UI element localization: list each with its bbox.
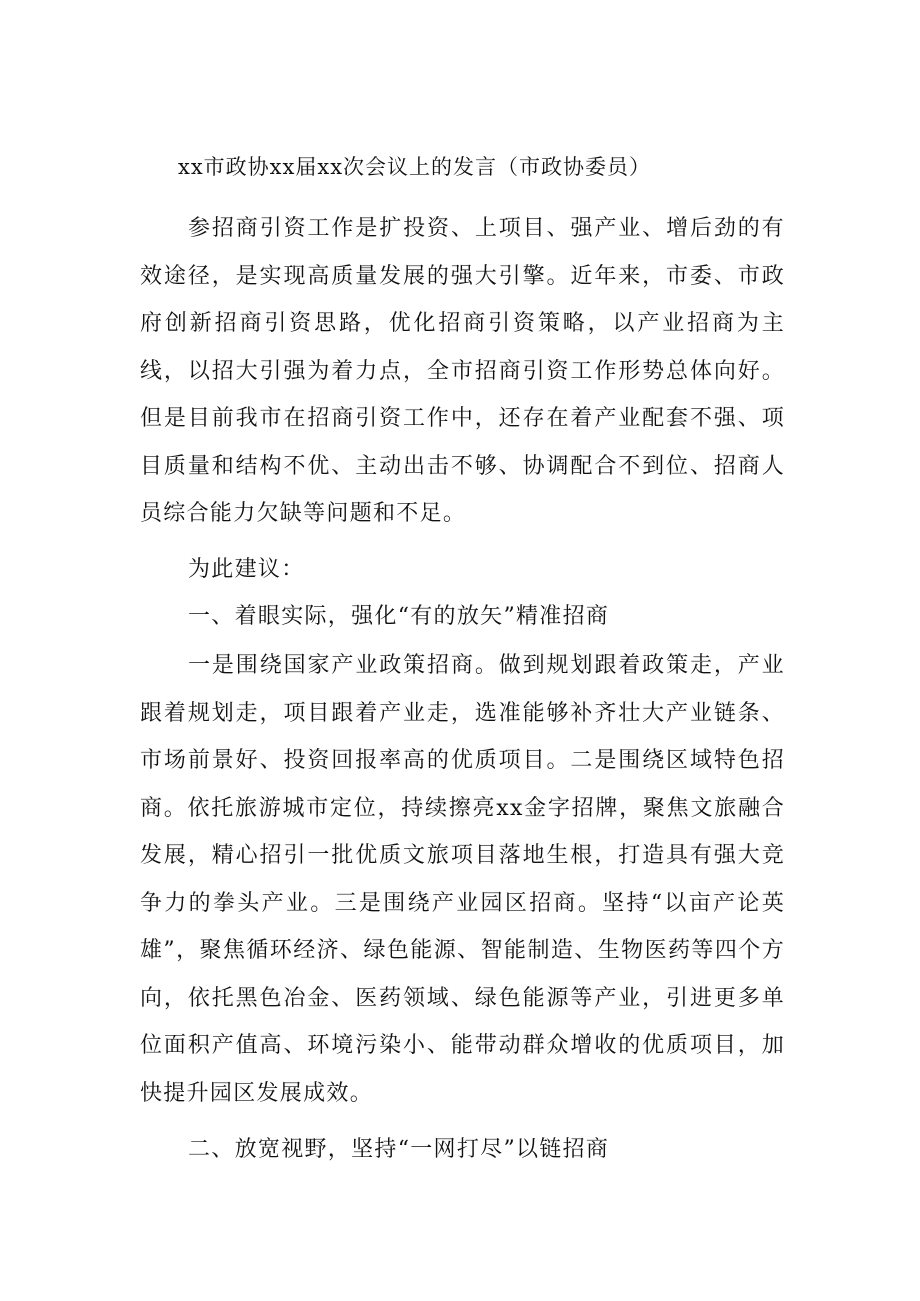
document-title: xx市政协xx届xx次会议上的发言（市政协委员） bbox=[178, 155, 652, 179]
intro-paragraph: 参招商引资工作是扩投资、上项目、强产业、增后劲的有效途径，是实现高质量发展的强大引擎。近年来，市委、市政府创新招商引资思路，优化招商引资策略，以产业招商为主线，以招大引强为着力点，全市招商引资工作形势总体向好。但是目前我市在招商引资工作中，还存在着产业配套不强、项目质量和结构不优、主动出击不够、协调配合不到位、招商人员综合能力欠缺等问题和不足。 bbox=[140, 216, 785, 526]
section-1-heading: 一、着眼实际，强化“有的放矢”精准招商 bbox=[188, 604, 610, 629]
section-1-body: 一是围绕国家产业政策招商。做到规划跟着政策走，产业跟着规划走，项目跟着产业走，选准能够补齐壮大产业链条、市场前景好、投资回报率高的优质项目。二是围绕区域特色招商。依托旅游城市定位，持续擦亮xx金字招牌，聚焦文旅融合发展，精心招引一批优质文旅项目落地生根，打造具有强大竞争力的拳头产业。三是围绕产业园区招商。坚持“以亩产论英雄”，聚焦循环经济、绿色能源、智能制造、生物医药等四个方向，依托黑色冶金、医药领域、绿色能源等产业，引进更多单位面积产值高、环境污染小、能带动群众增收的优质项目，加快提升园区发展成效。 bbox=[140, 653, 785, 1106]
suggestion-lead: 为此建议： bbox=[188, 557, 305, 582]
section-2-heading: 二、放宽视野，坚持“一网打尽”以链招商 bbox=[188, 1137, 610, 1162]
